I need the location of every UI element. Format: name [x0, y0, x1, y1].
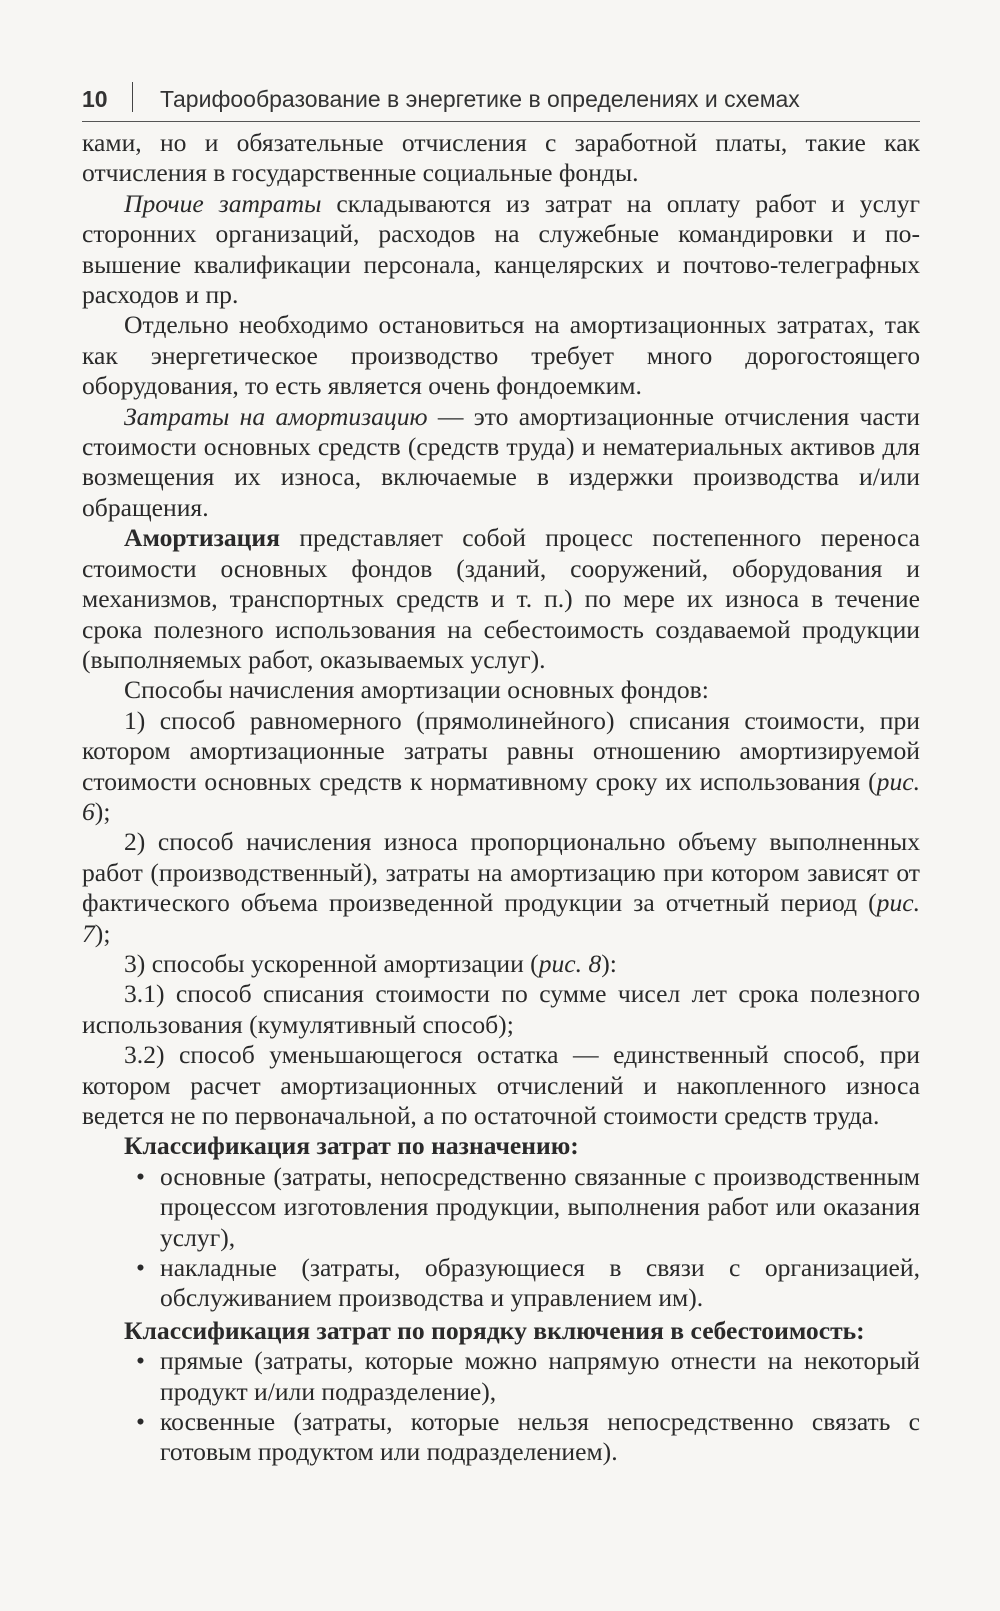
figure-ref-6: рис. 6 — [82, 766, 920, 826]
paragraph-depreciation-definition: Амортизация представляет собой процесс постепенного переноса стоимости основных фондов (зданий, сооружений, оборудования и механизмов, транспортных средств и т. п.) по мере их износа в течение срока полезного использования на себестоимость создаваемой продукции (выполняемых работ, оказываемых услуг). — [82, 523, 920, 674]
method-item-2: 2) способ начисления износа пропорционально объему выполненных работ (производственный), затраты на амортизацию при котором зависят от фактического объема произведенной продукции за отчетный период (рис. 7); — [82, 827, 920, 948]
method-item-3-1: 3.1) способ списания стоимости по сумме чисел лет срока полезного использования (кумулятивный способ); — [82, 979, 920, 1039]
term-depreciation: Амортизация — [124, 523, 281, 553]
list-item: • косвенные (затраты, которые нельзя непосредственно связать с готовым продуктом или подразделением). — [136, 1407, 920, 1467]
bullet-icon: • — [136, 1161, 145, 1191]
term-other-costs: Прочие затраты — [124, 188, 322, 218]
paragraph-depreciation-intro: Отдельно необходимо остановиться на амортизационных затратах, так как энергетическое производство требует много дорогостоящего оборудования, то есть является очень фондоемким. — [82, 310, 920, 401]
paragraph-depreciation-costs: Затраты на амортизацию — это амортизационные отчисления части стоимости основных средств (средств труда) и нематериальных активов для возмещения их износа, включаемые в издержки производства и/или обращения. — [82, 401, 921, 522]
term-depreciation-costs: Затраты на амортизацию — [124, 401, 428, 431]
header-separator — [132, 82, 133, 112]
figure-ref-8: рис. 8 — [538, 948, 602, 978]
paragraph-continuation: ками, но и обязательные отчисления с заработной платы, такие как отчисления в государственные социальные фонды. — [82, 128, 920, 188]
figure-ref-7: рис. 7 — [82, 888, 920, 948]
page-number: 10 — [82, 86, 108, 112]
list-item: • основные (затраты, непосредственно связанные с производственным процессом изготовления продукции, выполнения работ или оказания услуг), — [136, 1161, 920, 1252]
bullet-icon: • — [136, 1253, 145, 1283]
list-item: • прямые (затраты, которые можно напрямую отнести на некоторый продукт и/или подразделение), — [136, 1346, 920, 1406]
list-classification-purpose — [82, 1162, 920, 1314]
method-item-3-2: 3.2) способ уменьшающегося остатка — единственный способ, при котором расчет амортизационных отчислений и накопленного износа ведется не по первоначальной, а по остаточной стоимости средств труда. — [82, 1040, 920, 1130]
bullet-icon: • — [136, 1346, 145, 1376]
running-header — [82, 80, 920, 120]
bullet-icon: • — [136, 1407, 145, 1437]
running-title: Тарифообразование в энергетике в определениях и схемах — [160, 86, 800, 112]
paragraph-methods-intro: Способы начисления амортизации основных фондов: — [124, 675, 709, 705]
heading-classification-inclusion: Классификация затрат по порядку включения в себестоимость: — [124, 1315, 865, 1345]
method-item-3: 3) способы ускоренной амортизации (рис. 8): — [124, 948, 617, 978]
heading-classification-purpose: Классификация затрат по назначению: — [124, 1131, 579, 1161]
list-classification-inclusion — [82, 1346, 920, 1468]
list-item: • накладные (затраты, образующиеся в связи с организацией, обслуживанием производства и управлением им). — [136, 1253, 920, 1313]
body-text — [82, 128, 920, 1468]
method-item-1: 1) способ равномерного (прямолинейного) списания стоимости, при котором амортизационные затраты равны отношению амортизируемой стоимости основных средств к нормативному сроку их использования (рис. 6); — [82, 705, 920, 826]
paragraph-other-costs: Прочие затраты складываются из затрат на оплату работ и услуг сторонних организаций, расходов на служебные командировки и повышение квалификации персонала, канцелярских и почтово-телеграфных расходов и пр. — [82, 188, 920, 310]
header-rule — [82, 121, 920, 122]
